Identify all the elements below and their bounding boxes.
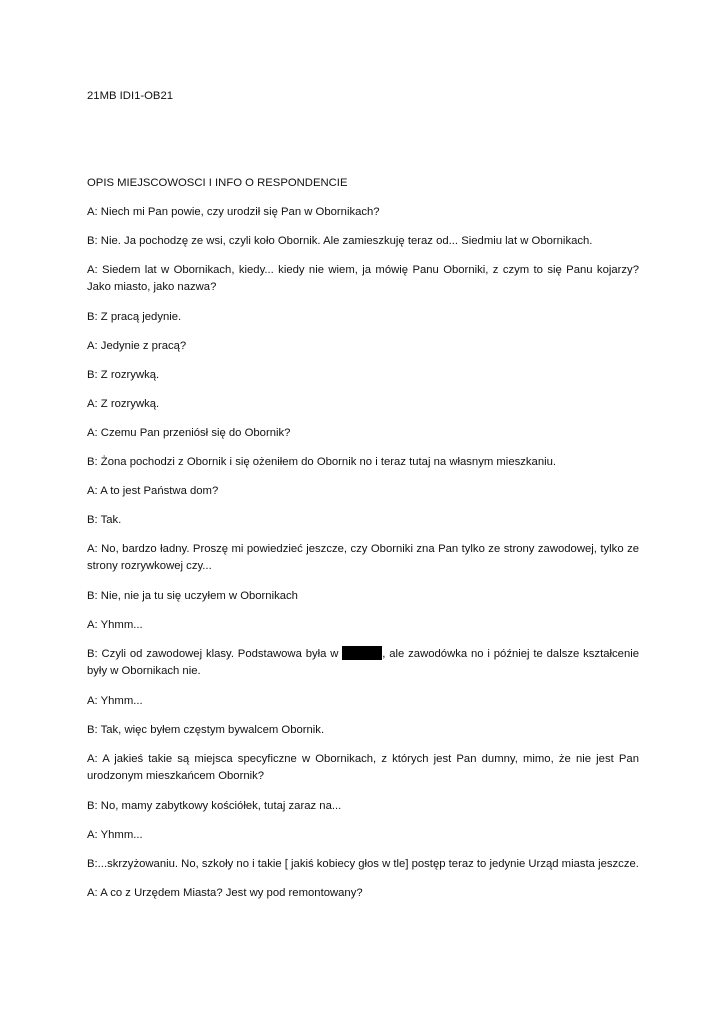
transcript-line: B: Tak, więc byłem częstym bywalcem Obornik. [87, 724, 325, 736]
transcript-line: A: No, bardzo ładny. Proszę mi powiedzieć jeszcze, czy Oborniki zna Pan tylko ze strony zawodowej, tylko ze strony rozrywkowej czy... [87, 543, 639, 572]
transcript-line: A: Siedem lat w Obornikach, kiedy... kiedy nie wiem, ja mówię Panu Oborniki, z czym to się Panu kojarzy? Jako miasto, jako nazwa? [87, 264, 639, 293]
transcript-line-redacted [87, 646, 639, 679]
transcript-line: B: Nie. Ja pochodzę ze wsi, czyli koło Obornik. Ale zamieszkuję teraz od... Siedmiu lat w Obornikach. [87, 235, 593, 247]
transcript-line: A: Niech mi Pan powie, czy urodził się Pan w Obornikach? [87, 206, 380, 218]
document-id: 21MB IDI1-OB21 [87, 90, 174, 102]
transcript-line: B:...skrzyżowaniu. No, szkoły no i takie [ jakiś kobiecy głos w tle] postęp teraz to jedynie Urząd miasta jeszcze. [87, 858, 639, 870]
redaction-block [342, 646, 382, 660]
transcript-line: A: Yhmm... [87, 619, 143, 631]
section-heading: OPIS MIEJSCOWOSCI I INFO O RESPONDENCIE [87, 177, 348, 189]
transcript-line: A: Z rozrywką. [87, 398, 160, 410]
transcript-line: B: Z pracą jedynie. [87, 311, 182, 323]
transcript-line: A: Jedynie z pracą? [87, 340, 187, 352]
transcript-line: A: A co z Urzędem Miasta? Jest wy pod remontowany? [87, 887, 363, 899]
transcript-line: A: Yhmm... [87, 829, 143, 841]
transcript-text: B: Czyli od zawodowej klasy. Podstawowa była w [87, 648, 339, 660]
transcript-line: B: Żona pochodzi z Obornik i się ożeniłem do Obornik no i teraz tutaj na własnym mieszkaniu. [87, 456, 557, 468]
transcript-text: , ale zawodówka no i później te dalsze kształcenie były w Obornikach nie. [87, 648, 640, 677]
transcript-line: A: A to jest Państwa dom? [87, 485, 219, 497]
transcript-line: A: Czemu Pan przeniósł się do Obornik? [87, 427, 291, 439]
transcript-line: B: No, mamy zabytkowy kościółek, tutaj zaraz na... [87, 800, 342, 812]
transcript-line: A: Yhmm... [87, 695, 143, 707]
transcript-line: B: Nie, nie ja tu się uczyłem w Obornikach [87, 590, 298, 602]
transcript-line: B: Z rozrywką. [87, 369, 160, 381]
transcript-line: B: Tak. [87, 514, 122, 526]
transcript-line: A: A jakieś takie są miejsca specyficzne w Obornikach, z których jest Pan dumny, mimo, że nie jest Pan urodzonym mieszkańcem Obornik? [87, 753, 639, 782]
